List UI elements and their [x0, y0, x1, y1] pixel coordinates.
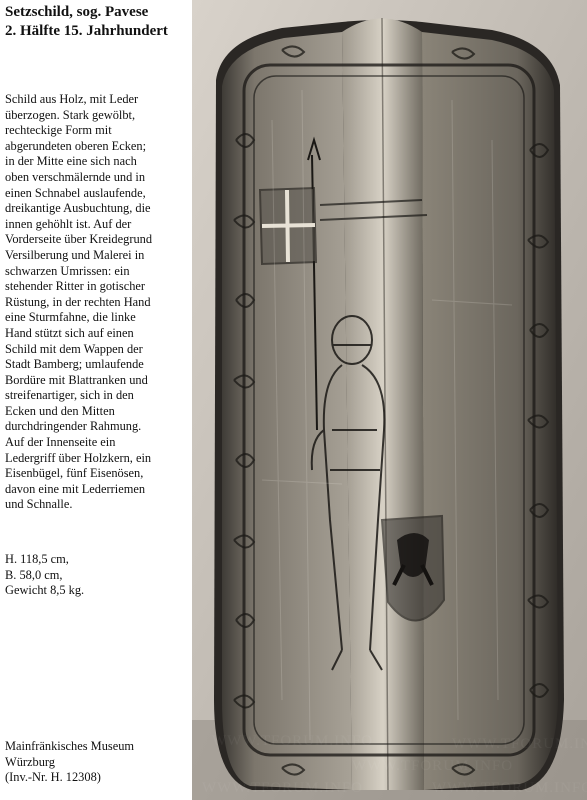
description-line: einen Schnabel auslaufende, [5, 185, 146, 200]
description-line: Hand stützt sich auf einen [5, 325, 134, 340]
page-title [5, 3, 195, 41]
description-line: abgerundeten oberen Ecken; [5, 138, 147, 153]
width-value: B. 58,0 cm, [5, 567, 63, 582]
description-line: Ledergriff über Holzkern, ein [5, 450, 152, 465]
description-line: Auf der Innenseite ein [5, 435, 116, 450]
description-line: davon eine mit Lederriemen [5, 481, 146, 496]
shield-photograph [192, 0, 587, 800]
museum-city: Würzburg [5, 754, 56, 769]
inventory-number: (Inv.-Nr. H. 12308) [5, 770, 101, 785]
watermark-text [212, 733, 373, 749]
description-line: Eisenbügel, fünf Eisenösen, [5, 466, 144, 481]
height-value: H. 118,5 cm, [5, 552, 69, 566]
description-line: streifenartiger, sich in den [5, 388, 134, 403]
shield-body [214, 18, 564, 790]
description-line: in der Mitte eine sich nach [5, 154, 137, 169]
description-line: Ecken und den Mitten [5, 403, 115, 418]
watermark-text [452, 736, 587, 752]
description-line: überzogen. Stark gewölbt, [5, 107, 136, 122]
watermark-text [202, 780, 363, 796]
description-line: Stadt Bamberg; umlaufende [5, 357, 144, 372]
description-line: oben verschmälernde und in [5, 169, 146, 184]
coat-of-arms [382, 516, 444, 621]
description-line: Rüstung, in der rechten Hand [5, 294, 151, 309]
description-line: innen gehöhlt ist. Auf der [5, 216, 132, 231]
description-line: eine Sturmfahne, die linke [5, 310, 136, 325]
description-line: Schild mit dem Wappen der [5, 341, 143, 356]
dimensions [5, 552, 185, 599]
description-line: stehender Ritter in gotischer [5, 279, 146, 294]
watermark-text [352, 758, 513, 774]
description-line: Schild aus Holz, mit Leder [5, 92, 139, 106]
description-line: Bordüre mit Blattranken und [5, 372, 148, 387]
description-line: dreikantige Ausbuchtung, die [5, 201, 151, 216]
title-line-2: 2. Hälfte 15. Jahrhundert [5, 23, 168, 39]
weight-value: Gewicht 8,5 kg. [5, 583, 85, 598]
description-line: und Schnalle. [5, 497, 73, 512]
watermark-text [432, 780, 587, 796]
description-line: rechteckige Form mit [5, 123, 112, 138]
museum-credit [5, 739, 190, 786]
description-line: durchdringender Rahmung. [5, 419, 142, 434]
caption-column [0, 0, 192, 800]
description-line: schwarzen Umrissen: ein [5, 263, 130, 278]
museum-name: Mainfränkisches Museum [5, 739, 135, 753]
description-line: Vorderseite über Kreidegrund [5, 232, 153, 247]
description-line: Versilberung und Malerei in [5, 247, 145, 262]
title-line-1: Setzschild, sog. Pavese [5, 4, 149, 20]
description [5, 92, 185, 513]
